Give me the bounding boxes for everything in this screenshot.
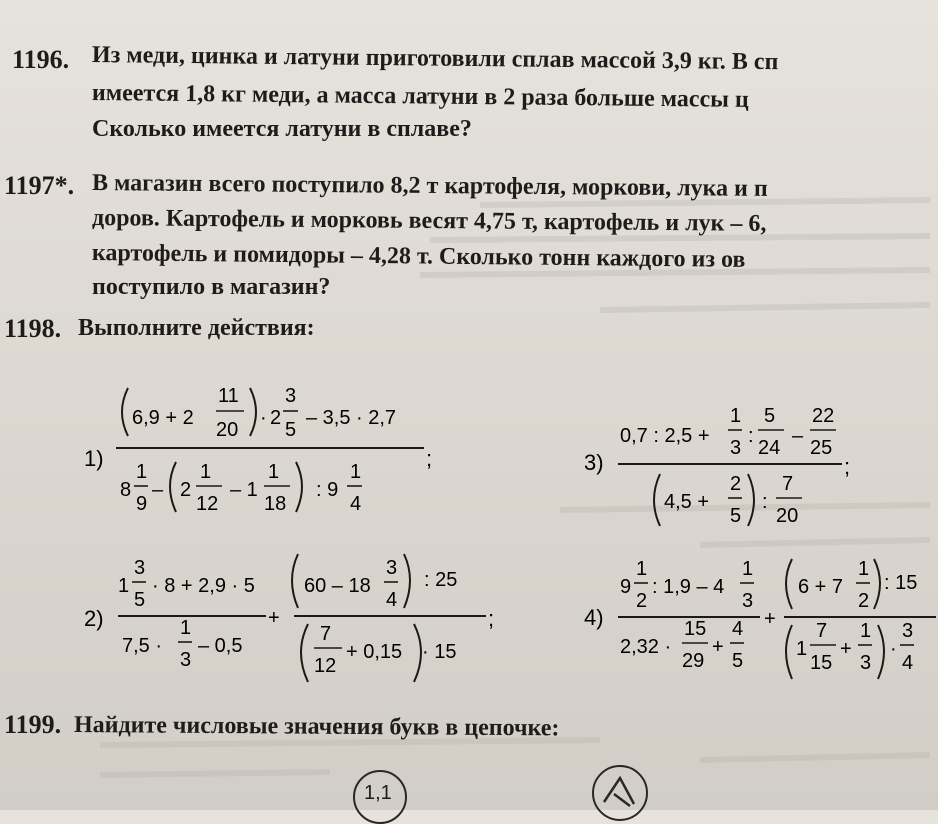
fraction-denominator: 24: [758, 437, 781, 459]
numerator-term: 6,9 + 2: [132, 407, 194, 429]
fraction-denominator: 4: [902, 652, 914, 674]
semicolon: ;: [426, 446, 433, 471]
fraction-denominator: 20: [776, 505, 799, 527]
fraction-denominator: 5: [285, 419, 297, 441]
fraction-denominator: 12: [196, 493, 219, 515]
fraction-denominator: 5: [732, 650, 744, 672]
fraction-denominator: 18: [264, 493, 287, 515]
svg-text:–: –: [792, 425, 804, 447]
fraction-denominator: 2: [858, 590, 870, 612]
fraction-numerator: 5: [764, 405, 776, 427]
fraction-denominator: 9: [136, 493, 148, 515]
fraction-denominator: 3: [860, 652, 872, 674]
problem-number: 1198.: [4, 314, 62, 343]
mixed-whole: 9: [620, 576, 632, 598]
fraction-numerator: 1: [200, 461, 212, 483]
text-line: картофель и помидоры – 4,28 т. Сколько тонн каждого из ов: [91, 240, 746, 273]
numerator-term: 60 – 18: [304, 575, 371, 597]
fraction-numerator: 1: [268, 461, 280, 483]
fraction-denominator: 12: [314, 655, 337, 677]
expression-label: 1): [84, 446, 104, 471]
fraction-numerator: 1: [636, 558, 648, 580]
numerator-term: · 8 + 2,9 · 5: [152, 575, 255, 597]
fraction-numerator: 2: [730, 473, 742, 495]
mixed-whole: 2: [180, 479, 192, 501]
fraction-numerator: 15: [684, 618, 707, 640]
mixed-whole: 1: [118, 575, 130, 597]
mixed-whole: 2: [270, 407, 282, 429]
fraction-denominator: 3: [180, 649, 192, 671]
problem-number: 1199.: [4, 710, 62, 739]
numerator-term: – 3,5 · 2,7: [306, 407, 397, 429]
svg-text:·: ·: [890, 638, 897, 660]
fraction-denominator: 3: [730, 437, 742, 459]
fraction-numerator: 1: [730, 405, 742, 427]
fraction-numerator: 1: [860, 620, 872, 642]
denominator-term: + 0,15: [346, 641, 403, 663]
plus-sign: +: [764, 608, 776, 630]
plus-sign: +: [712, 636, 724, 658]
svg-text::: :: [762, 491, 768, 513]
fraction-denominator: 3: [742, 590, 754, 612]
text-line: доров. Картофель и морковь весят 4,75 т, картофель и лук – 6,: [91, 205, 767, 237]
expression-4: [578, 555, 938, 695]
svg-text::: :: [748, 425, 754, 447]
svg-text:–: –: [152, 479, 164, 501]
text-line: В магазин всего поступило 8,2 т картофеля, моркови, лука и п: [91, 170, 768, 202]
denominator-term: – 0,5: [198, 635, 243, 657]
denominator-term: 7,5 ·: [122, 635, 163, 657]
denominator-term: 4,5 +: [664, 491, 710, 513]
denominator-term: 2,32 ·: [620, 636, 672, 658]
mixed-whole: – 1: [230, 479, 258, 501]
expression-3: [578, 400, 868, 540]
fraction-numerator: 7: [320, 623, 332, 645]
fraction-numerator: 1: [180, 617, 192, 639]
fraction-numerator: 3: [134, 557, 146, 579]
fraction-denominator: 2: [636, 590, 648, 612]
text-line: Сколько имеется латуни в сплаве?: [92, 116, 472, 142]
mixed-whole: : 9: [316, 479, 339, 501]
fraction-numerator: 3: [902, 620, 914, 642]
fraction-denominator: 4: [386, 589, 398, 611]
fraction-numerator: 1: [858, 558, 870, 580]
numerator-term: : 25: [424, 569, 458, 591]
fraction-numerator: 11: [218, 385, 239, 407]
semicolon: ;: [844, 454, 851, 479]
semicolon: ;: [488, 606, 495, 631]
text-line: имеется 1,8 кг меди, а масса латуни в 2 раза больше массы ц: [91, 80, 749, 113]
fraction-denominator: 5: [134, 589, 146, 611]
numerator-term: 6 + 7: [798, 576, 844, 598]
fraction-denominator: 25: [810, 437, 833, 459]
plus-sign: +: [268, 607, 280, 629]
fraction-numerator: 7: [782, 473, 794, 495]
fraction-numerator: 1: [742, 558, 754, 580]
fraction-denominator: 4: [350, 493, 362, 515]
problem-number: 1196.: [12, 45, 70, 74]
numerator-term: : 1,9 – 4: [652, 576, 725, 598]
handwritten-mark: [600, 772, 640, 810]
mixed-whole: 1: [796, 638, 808, 660]
task-heading: Выполните действия:: [78, 315, 315, 341]
text-line: Из меди, цинка и латуни приготовили сплав массой 3,9 кг. В сп: [91, 42, 779, 76]
problem-number: 1197*.: [4, 171, 75, 200]
numerator-term: 0,7 : 2,5 +: [620, 425, 710, 447]
fraction-numerator: 1: [350, 461, 362, 483]
plus-sign: +: [840, 638, 852, 660]
fraction-numerator: 3: [285, 385, 297, 407]
expression-label: 2): [84, 606, 104, 631]
fraction-numerator: 7: [816, 620, 828, 642]
expression-label: 3): [584, 450, 604, 475]
expression-1: [80, 380, 440, 530]
numerator-term: : 15: [884, 572, 918, 594]
fraction-denominator: 29: [682, 650, 705, 672]
denominator-term: · 15: [422, 641, 457, 663]
expression-2: [80, 548, 510, 698]
fraction-numerator: 3: [386, 557, 398, 579]
svg-text:·: ·: [260, 407, 267, 429]
expression-label: 4): [584, 605, 604, 630]
fraction-numerator: 4: [732, 618, 744, 640]
chain-node-value: 1,1: [364, 782, 392, 804]
text-line: поступило в магазин?: [92, 274, 331, 300]
fraction-numerator: 1: [136, 461, 148, 483]
fraction-numerator: 22: [812, 405, 835, 427]
task-heading: Найдите числовые значения букв в цепочке:: [73, 712, 560, 742]
fraction-denominator: 15: [810, 652, 833, 674]
mixed-whole: 8: [120, 479, 132, 501]
fraction-denominator: 5: [730, 505, 742, 527]
fraction-denominator: 20: [216, 419, 239, 441]
